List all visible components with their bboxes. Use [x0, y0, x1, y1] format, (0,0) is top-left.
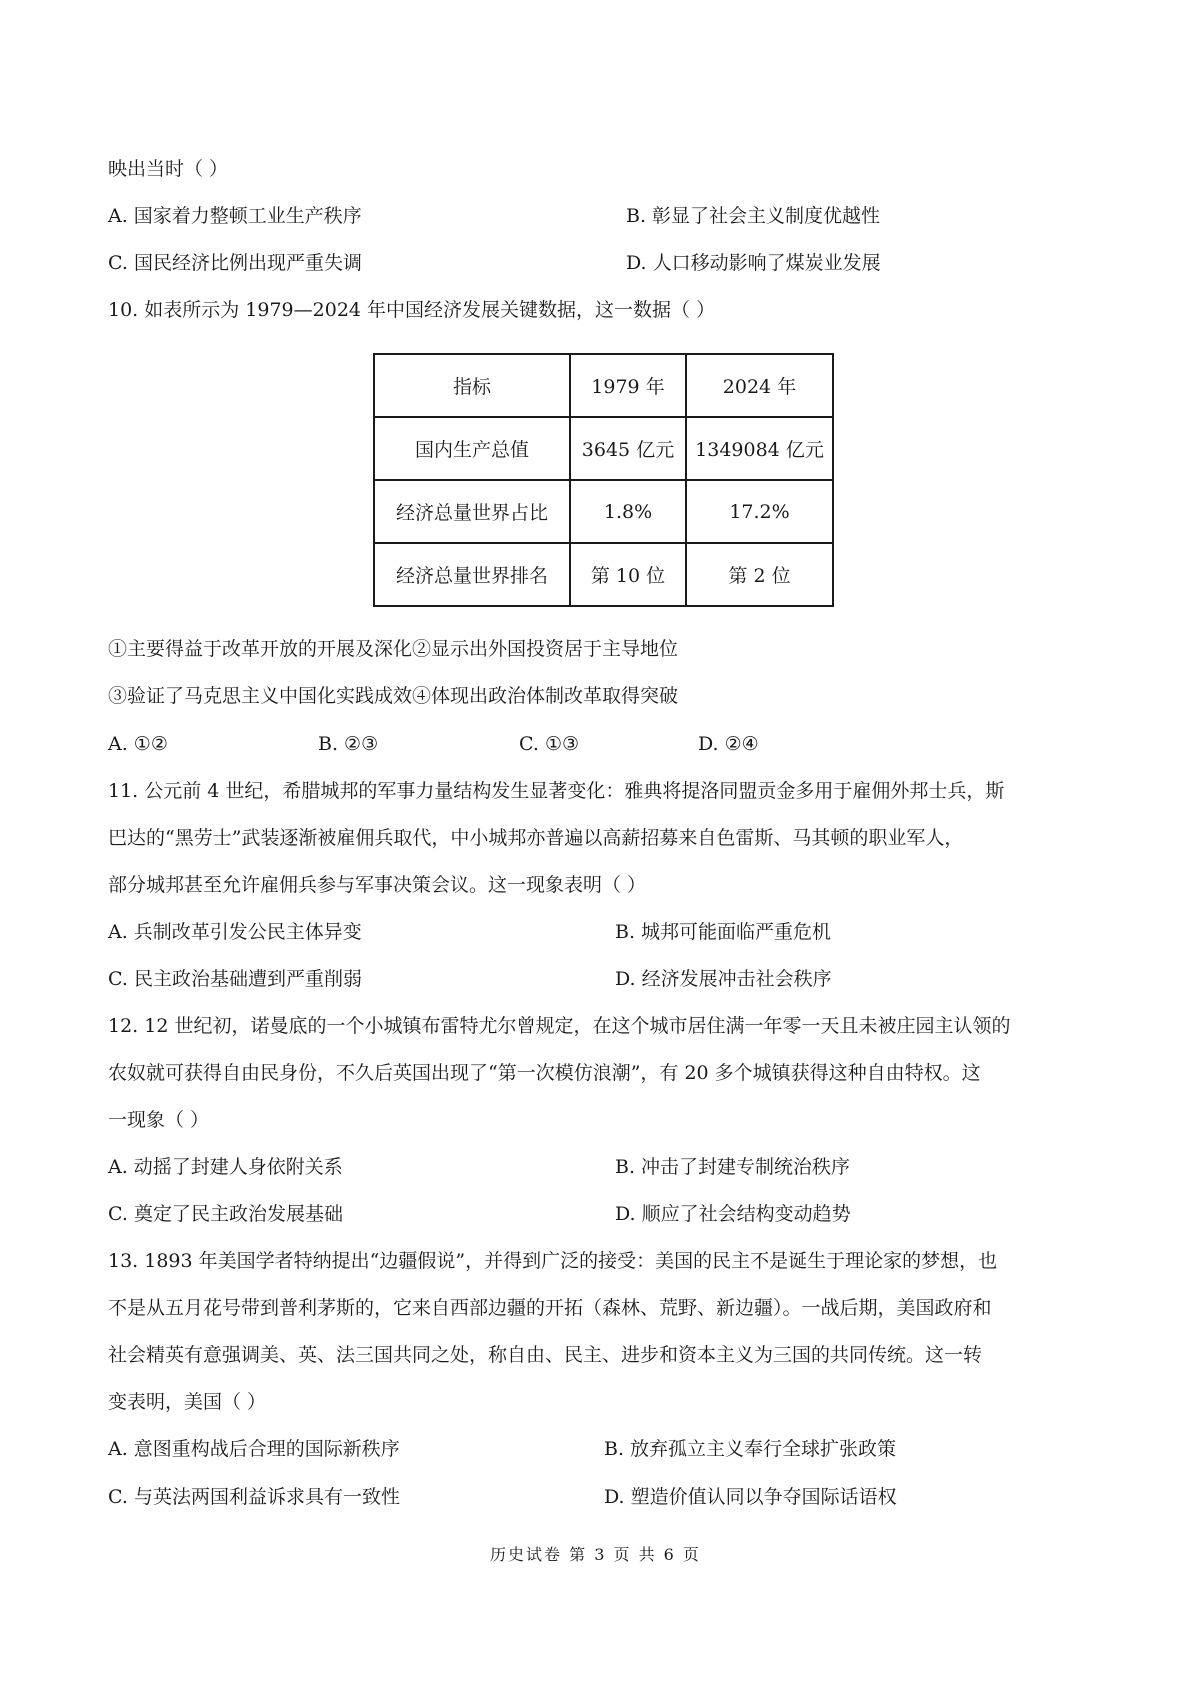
q11-option-b: B. 城邦可能面临严重危机 [615, 921, 832, 943]
q11-option-a: A. 兵制改革引发公民主体异变 [108, 921, 362, 943]
q12-stem-line-2: 农奴就可获得自由民身份，不久后英国出现了“第一次模仿浪潮”，有 20 多个城镇获得这种自由特权。这 [108, 1062, 981, 1084]
table-cell: 第 10 位 [570, 543, 686, 606]
table-header-cell: 1979 年 [570, 354, 686, 417]
q13-option-b: B. 放弃孤立主义奉行全球扩张政策 [604, 1438, 897, 1460]
q13-option-a: A. 意图重构战后合理的国际新秩序 [108, 1438, 400, 1460]
q11-stem-line-2: 巴达的“黑劳士”武装逐渐被雇佣兵取代，中小城邦亦普遍以高薪招募来自色雷斯、马其顿的职业军人， [108, 827, 964, 849]
q10-stem: 10. 如表所示为 1979—2024 年中国经济发展关键数据，这一数据（ ） [108, 299, 716, 321]
table-header-cell: 指标 [374, 354, 570, 417]
q13-option-c: C. 与英法两国利益诉求具有一致性 [108, 1486, 400, 1508]
table-header-cell: 2024 年 [686, 354, 833, 417]
q11-stem-line-3: 部分城邦甚至允许雇佣兵参与军事决策会议。这一现象表明（ ） [108, 874, 647, 896]
table-cell: 1.8% [570, 480, 686, 543]
table-row [374, 417, 833, 480]
table-row [374, 480, 833, 543]
economic-data-table [373, 353, 834, 607]
table-cell: 3645 亿元 [570, 417, 686, 480]
q13-stem-line-1: 13. 1893 年美国学者特纳提出“边疆假说”，并得到广泛的接受：美国的民主不是诞生于理论家的梦想，也 [108, 1250, 998, 1272]
q13-option-d: D. 塑造价值认同以争夺国际话语权 [604, 1486, 897, 1508]
q12-option-a: A. 动摇了封建人身依附关系 [108, 1156, 343, 1178]
table-row [374, 543, 833, 606]
q11-option-c: C. 民主政治基础遭到严重削弱 [108, 968, 362, 990]
q12-option-d: D. 顺应了社会结构变动趋势 [615, 1203, 851, 1225]
table-cell: 17.2% [686, 480, 833, 543]
q12-option-c: C. 奠定了民主政治发展基础 [108, 1203, 343, 1225]
q13-stem-line-2: 不是从五月花号带到普利茅斯的，它来自西部边疆的开拓（森林、荒野、新边疆）。一战后期，美国政府和 [108, 1297, 992, 1319]
q11-stem-line-1: 11. 公元前 4 世纪，希腊城邦的军事力量结构发生显著变化：雅典将提洛同盟贡金多用于雇佣外邦士兵，斯 [108, 780, 1005, 802]
q9-option-c: C. 国民经济比例出现严重失调 [108, 252, 362, 274]
q10-items-line-1: ①主要得益于改革开放的开展及深化②显示出外国投资居于主导地位 [108, 638, 679, 660]
q10-option-d: D. ②④ [698, 733, 759, 755]
table-cell: 1349084 亿元 [686, 417, 833, 480]
page-footer: 历史试卷 第 3 页 共 6 页 [490, 1545, 701, 1564]
q10-option-a: A. ①② [108, 733, 168, 755]
q9-option-a: A. 国家着力整顿工业生产秩序 [108, 205, 362, 227]
table-cell: 第 2 位 [686, 543, 833, 606]
table-cell: 经济总量世界占比 [374, 480, 570, 543]
q12-stem-line-3: 一现象（ ） [108, 1109, 210, 1131]
table-cell: 国内生产总值 [374, 417, 570, 480]
table-header-row [374, 354, 833, 417]
q10-option-c: C. ①③ [519, 733, 580, 755]
q13-stem-line-3: 社会精英有意强调美、英、法三国共同之处，称自由、民主、进步和资本主义为三国的共同传统。这一转 [108, 1344, 983, 1366]
q11-option-d: D. 经济发展冲击社会秩序 [615, 968, 832, 990]
q12-option-b: B. 冲击了封建专制统治秩序 [615, 1156, 851, 1178]
q9-stem-end: 映出当时（ ） [108, 158, 229, 180]
q10-option-b: B. ②③ [318, 733, 379, 755]
q12-stem-line-1: 12. 12 世纪初，诺曼底的一个小城镇布雷特尤尔曾规定，在这个城市居住满一年零一天且未被庄园主认领的 [108, 1015, 1011, 1037]
q10-items-line-2: ③验证了马克思主义中国化实践成效④体现出政治体制改革取得突破 [108, 685, 679, 707]
table-cell: 经济总量世界排名 [374, 543, 570, 606]
q13-stem-line-4: 变表明，美国（ ） [108, 1391, 267, 1413]
q9-option-d: D. 人口移动影响了煤炭业发展 [626, 252, 881, 274]
q9-option-b: B. 彰显了社会主义制度优越性 [626, 205, 881, 227]
